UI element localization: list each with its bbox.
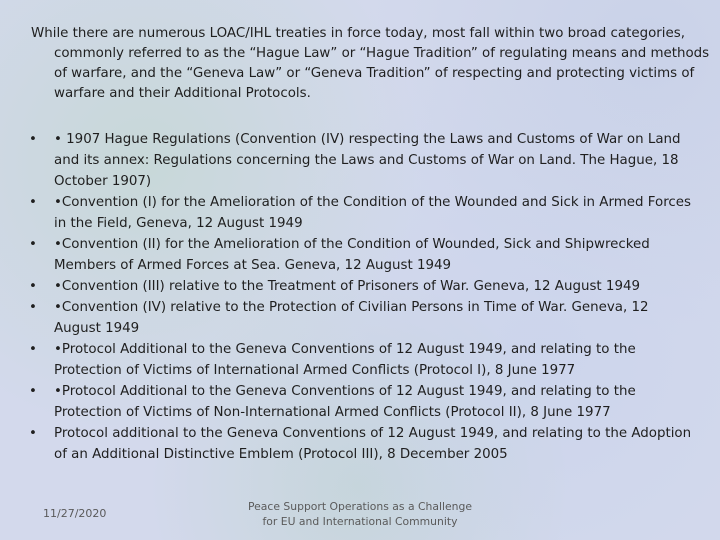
list-item [31,276,696,297]
list-item-text: •Convention (II) for the Amelioration of the Condition of Wounded, Sick and Shipwrecked Members of Armed Forces at Sea. Geneva, 12 August 1949 [54,237,650,273]
list-item [31,234,696,276]
bullet-icon: • [29,300,37,315]
list-item-text: • 1907 Hague Regulations (Convention (IV) respecting the Laws and Customs of War on Land and its annex: Regulations concerning the Laws and Customs of War on Land. The Hague, 18 October 1907) [54,132,681,189]
list-item [31,381,696,423]
list-item [31,297,696,339]
bullet-icon: • [29,279,37,294]
bullet-icon: • [29,426,37,441]
list-item [31,129,696,192]
list-item-text: •Convention (IV) relative to the Protection of Civilian Persons in Time of War. Geneva, 12 August 1949 [54,300,649,336]
list-item-text: •Convention (III) relative to the Treatment of Prisoners of War. Geneva, 12 August 1949 [54,279,641,294]
bullet-icon: • [29,132,37,147]
bullet-icon: • [29,195,37,210]
list-item [31,423,696,465]
bullet-icon: • [29,342,37,357]
list-item [31,192,696,234]
bullet-icon: • [29,237,37,252]
treaty-list [31,129,696,465]
list-item-text: •Convention (I) for the Amelioration of the Condition of the Wounded and Sick in Armed Forces in the Field, Geneva, 12 August 1949 [54,195,691,231]
footer-date: 11/27/2020 [43,507,107,520]
list-item-text: Protocol additional to the Geneva Conventions of 12 August 1949, and relating to the Adoption of an Additional Distinctive Emblem (Protocol III), 8 December 2005 [54,426,692,462]
footer-title: Peace Support Operations as a Challenge for EU and International Community [248,500,472,528]
list-item-text: •Protocol Additional to the Geneva Conventions of 12 August 1949, and relating to the Protection of Victims of Non-International Armed Conflicts (Protocol II), 8 June 1977 [54,384,636,420]
intro-paragraph: While there are numerous LOAC/IHL treaties in force today, most fall within two broad categories, commonly referred to as the “Hague Law” or “Hague Tradition” of regulating means and methods of warfare, and the “Geneva Law” or “Geneva Tradition” of respecting and protecting victims of warfare and their Additional Protocols. [31,26,710,101]
list-item-text: •Protocol Additional to the Geneva Conventions of 12 August 1949, and relating to the Protection of Victims of International Armed Conflicts (Protocol I), 8 June 1977 [54,342,636,378]
list-item [31,339,696,381]
bullet-icon: • [29,384,37,399]
